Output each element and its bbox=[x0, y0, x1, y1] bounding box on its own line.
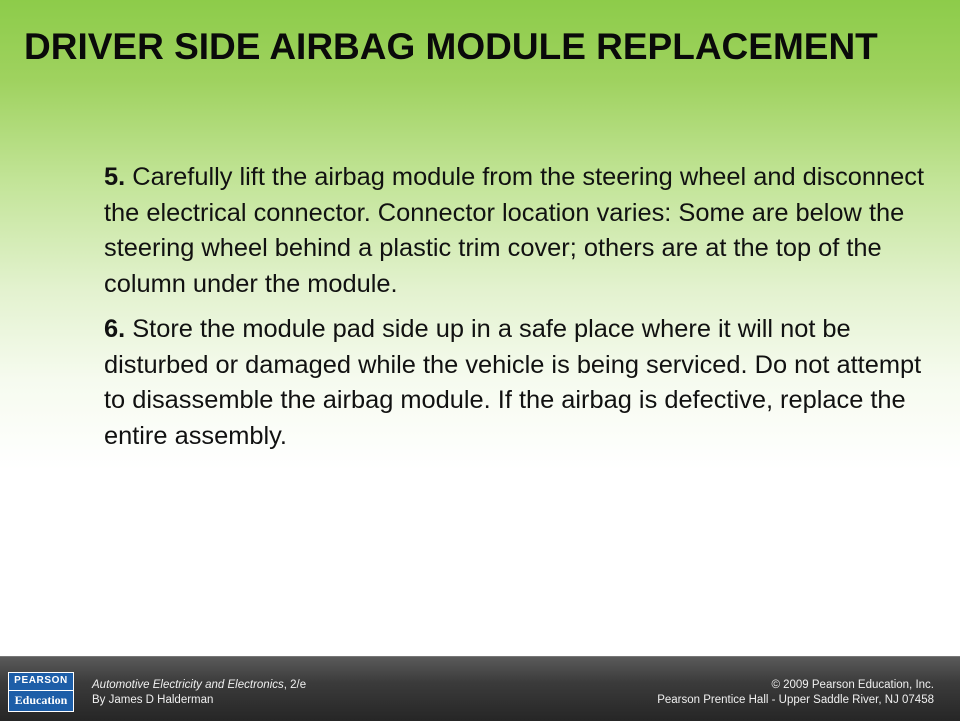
step-number: 6. bbox=[104, 315, 126, 343]
copyright: © 2009 Pearson Education, Inc. bbox=[771, 679, 934, 691]
step-5 bbox=[104, 160, 924, 302]
publisher-credit bbox=[657, 678, 934, 708]
step-number: 5. bbox=[104, 163, 126, 191]
logo-divider bbox=[9, 690, 73, 691]
step-text: Carefully lift the airbag module from the steering wheel and disconnect the electrical connector. Connector location varies: Some are below the steering wheel behind a plastic trim cover; others are at the top of the column under the module. bbox=[104, 163, 925, 298]
publisher: Pearson Prentice Hall - Upper Saddle River, NJ 07458 bbox=[657, 694, 934, 706]
book-title: Automotive Electricity and Electronics bbox=[92, 679, 284, 691]
slide-content bbox=[104, 160, 924, 464]
book-credit bbox=[92, 678, 306, 708]
slide-title: DRIVER SIDE AIRBAG MODULE REPLACEMENT bbox=[24, 26, 878, 67]
author: By James D Halderman bbox=[92, 694, 214, 706]
logo-top-text: PEARSON bbox=[14, 675, 68, 686]
logo-bottom-text: Education bbox=[14, 693, 68, 707]
book-edition: , 2/e bbox=[283, 679, 307, 691]
pearson-logo bbox=[8, 672, 74, 712]
book-title-line bbox=[92, 678, 306, 693]
step-text: Store the module pad side up in a safe place where it will not be disturbed or damaged while the vehicle is being serviced. Do not attempt to disassemble the airbag module. If the airbag is defective, replace the entire assembly. bbox=[104, 315, 922, 450]
step-6 bbox=[104, 312, 924, 454]
